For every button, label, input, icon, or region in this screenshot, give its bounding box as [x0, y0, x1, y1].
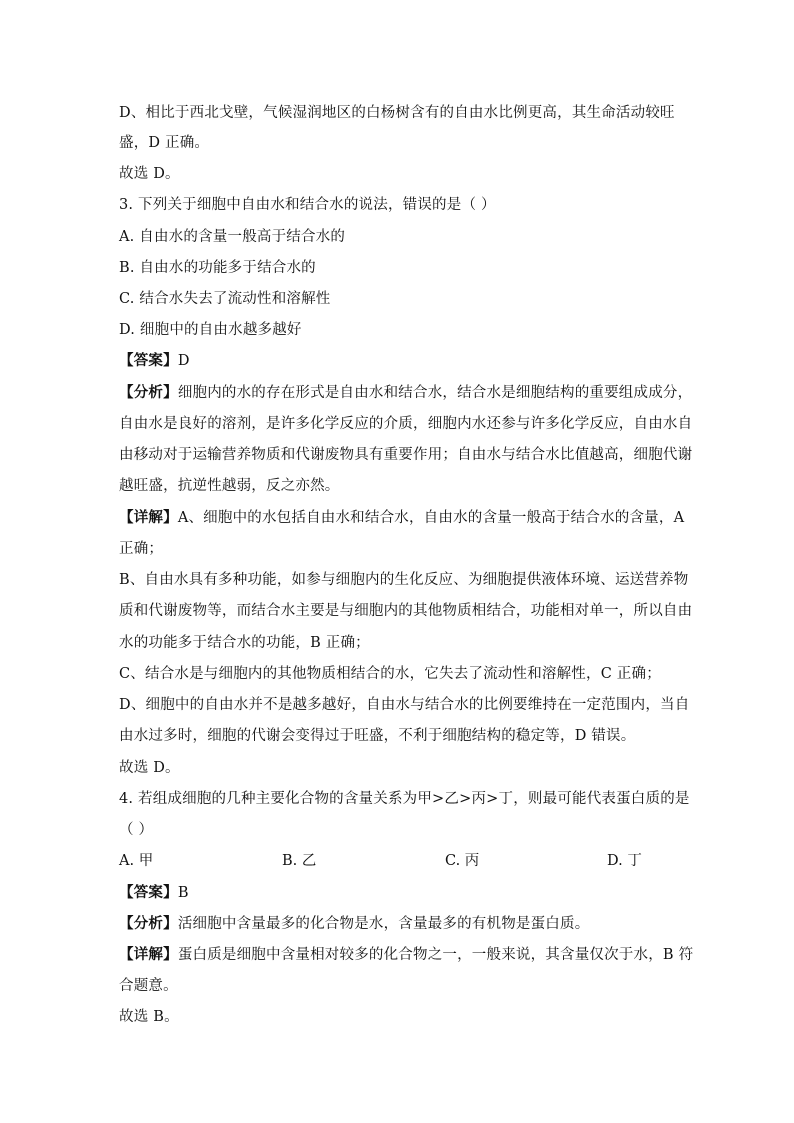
q4-analysis-text: 活细胞中含量最多的化合物是水，含量最多的有机物是蛋白质。 [177, 916, 590, 932]
q3-answer-tag: 【答案】 [119, 352, 178, 369]
q4-analysis-tag: 【分析】 [119, 915, 178, 932]
q4-stem-line1: 4. 若组成细胞的几种主要化合物的含量关系为甲>乙>丙>丁，则最可能代表蛋白质的是 [119, 791, 690, 807]
q4-detail-tag: 【详解】 [119, 946, 178, 963]
q4-analysis [119, 914, 589, 934]
q4-option-a: A. 甲 [119, 853, 154, 869]
q4-answer-value: B [177, 885, 189, 901]
q3-detail-text-1: A、细胞中的水包括自由水和结合水，自由水的含量一般高于结合水的含量，A [177, 510, 685, 526]
q4-answer-tag: 【答案】 [119, 884, 178, 901]
q3-option-a: A. 自由水的含量一般高于结合水的 [119, 229, 346, 245]
q3-answer [119, 351, 190, 371]
q3-detail-line6: C、结合水是与细胞内的其他物质相结合的水，它失去了流动性和溶解性，C 正确； [119, 666, 661, 682]
q4-detail-text-1: 蛋白质是细胞中含量相对较多的化合物之一，一般来说，其含量仅次于水，B 符 [177, 947, 694, 963]
prev-option-d-analysis-line2: 盛，D 正确。 [119, 135, 210, 151]
q3-conclusion: 故选 D。 [119, 760, 180, 776]
q3-detail-line5: 水的功能多于结合水的功能，B 正确； [119, 635, 370, 651]
q3-option-b: B. 自由水的功能多于结合水的 [119, 260, 316, 276]
q4-option-d: D. 丁 [607, 853, 642, 869]
q3-detail-line2: 正确； [119, 541, 164, 557]
q3-answer-value: D [177, 353, 190, 369]
q3-detail-line1 [119, 508, 684, 528]
q3-detail-line3: B、自由水具有多种功能，如参与细胞内的生化反应、为细胞提供液体环境、运送营养物 [119, 572, 689, 588]
q3-detail-line4: 质和代谢废物等，而结合水主要是与细胞内的其他物质相结合，功能相对单一，所以自由 [119, 603, 693, 619]
q4-option-b: B. 乙 [282, 853, 317, 869]
q3-analysis-tag: 【分析】 [119, 384, 178, 401]
q3-detail-tag: 【详解】 [119, 509, 178, 526]
q4-conclusion: 故选 B。 [119, 1009, 179, 1025]
q3-analysis-line4: 越旺盛，抗逆性越弱，反之亦然。 [119, 478, 340, 494]
q3-detail-line8: 由水过多时，细胞的代谢会变得过于旺盛，不利于细胞结构的稳定等，D 错误。 [119, 728, 636, 744]
q4-answer [119, 883, 189, 903]
q4-stem-line2: （ ） [119, 822, 154, 838]
prev-conclusion: 故选 D。 [119, 166, 180, 182]
q3-stem: 3. 下列关于细胞中自由水和结合水的说法，错误的是（ ） [119, 197, 496, 213]
q4-option-c: C. 丙 [445, 853, 480, 869]
q3-analysis-text-1: 细胞内的水的存在形式是自由水和结合水，结合水是细胞结构的重要组成成分， [177, 385, 693, 401]
prev-option-d-analysis-line1: D、相比于西北戈壁，气候湿润地区的白杨树含有的自由水比例更高，其生命活动较旺 [119, 105, 675, 121]
q3-analysis-line1 [119, 383, 692, 403]
q3-option-d: D. 细胞中的自由水越多越好 [119, 322, 302, 338]
q4-detail-line1 [119, 945, 693, 965]
q3-detail-line7: D、细胞中的自由水并不是越多越好，自由水与结合水的比例要维持在一定范围内，当自 [119, 697, 690, 713]
q3-analysis-line3: 由移动对于运输营养物质和代谢废物具有重要作用；自由水与结合水比值越高，细胞代谢 [119, 447, 693, 463]
q3-analysis-line2: 自由水是良好的溶剂，是许多化学反应的介质，细胞内水还参与许多化学反应，自由水自 [119, 416, 693, 432]
q4-detail-line2: 合题意。 [119, 978, 178, 994]
q3-option-c: C. 结合水失去了流动性和溶解性 [119, 291, 331, 307]
